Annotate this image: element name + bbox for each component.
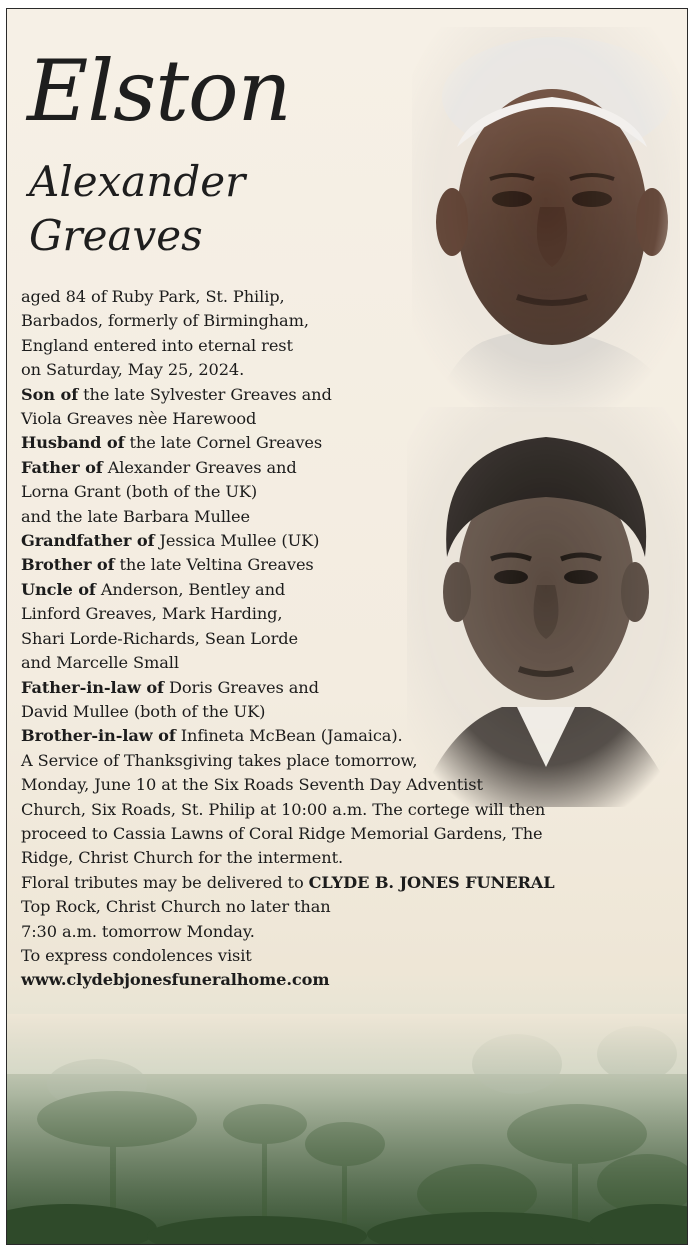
father-of-line-3: and the late Barbara Mullee (21, 506, 250, 526)
husband-of-text: the late Cornel Greaves (124, 433, 323, 453)
uncle-of-line-2: Linford Greaves, Mark Harding, (21, 604, 283, 624)
brother-in-law-of-line (21, 724, 681, 748)
son-of-line (21, 383, 681, 407)
condolences-text: To express condolences visit (21, 945, 252, 965)
grandfather-of-label: Grandfather of (21, 531, 155, 551)
son-of-line-2: Viola Greaves nèe Harewood (21, 409, 257, 429)
obituary-notice (6, 8, 688, 1245)
uncle-of-text: Anderson, Bentley and (95, 579, 286, 599)
grandfather-of-line (21, 529, 681, 553)
floral-line (21, 871, 681, 895)
service-line: A Service of Thanksgiving takes place tomorrow, (21, 750, 418, 770)
deceased-first-name: Elston (27, 42, 291, 140)
grandfather-of-text: Jessica Mullee (UK) (154, 531, 320, 551)
deceased-middle-name: Alexander (29, 157, 246, 206)
father-of-label: Father of (21, 457, 103, 477)
floral-line-2: Top Rock, Christ Church no later than (21, 897, 331, 917)
uncle-of-line (21, 578, 681, 602)
service-line: Monday, June 10 at the Six Roads Seventh Day Adventist (21, 775, 483, 795)
floral-line-3: 7:30 a.m. tomorrow Monday. (21, 921, 255, 941)
service-line: Ridge, Christ Church for the interment. (21, 848, 344, 868)
obituary-text (21, 285, 681, 993)
son-of-text: the late Sylvester Greaves and (78, 384, 332, 404)
intro-line: on Saturday, May 25, 2024. (21, 360, 245, 380)
uncle-of-line-3: Shari Lorde-Richards, Sean Lorde (21, 628, 298, 648)
service-line: Church, Six Roads, St. Philip at 10:00 a.m. The cortege will then (21, 799, 546, 819)
uncle-of-label: Uncle of (21, 579, 96, 599)
brother-in-law-of-text: Infineta McBean (Jamaica). (175, 726, 403, 746)
intro-line: aged 84 of Ruby Park, St. Philip, (21, 287, 285, 306)
father-of-text: Alexander Greaves and (102, 457, 297, 477)
father-in-law-of-line-2: David Mullee (both of the UK) (21, 701, 266, 721)
father-in-law-of-label: Father-in-law of (21, 677, 164, 697)
brother-in-law-of-label: Brother-in-law of (21, 726, 176, 746)
intro-line: England entered into eternal rest (21, 335, 293, 355)
uncle-of-line-4: and Marcelle Small (21, 653, 179, 673)
husband-of-label: Husband of (21, 433, 125, 453)
intro-line: Barbados, formerly of Birmingham, (21, 311, 309, 331)
father-of-line-2: Lorna Grant (both of the UK) (21, 482, 258, 502)
father-in-law-of-line (21, 676, 681, 700)
floral-text: Floral tributes may be delivered to (21, 872, 309, 892)
deceased-last-name: Greaves (29, 211, 203, 260)
service-line: proceed to Cassia Lawns of Coral Ridge Memorial Gardens, The (21, 823, 543, 843)
brother-of-text: the late Veltina Greaves (114, 555, 314, 575)
funeral-home-website-link[interactable]: www.clydebjonesfuneralhome.com (21, 970, 330, 990)
son-of-label: Son of (21, 384, 79, 404)
forest-landscape-image (7, 1014, 688, 1244)
father-in-law-of-text: Doris Greaves and (163, 677, 319, 697)
brother-of-line (21, 553, 681, 577)
brother-of-label: Brother of (21, 555, 115, 575)
funeral-home-name: CLYDE B. JONES FUNERAL (308, 872, 555, 892)
husband-of-line (21, 431, 681, 455)
father-of-line (21, 456, 681, 480)
